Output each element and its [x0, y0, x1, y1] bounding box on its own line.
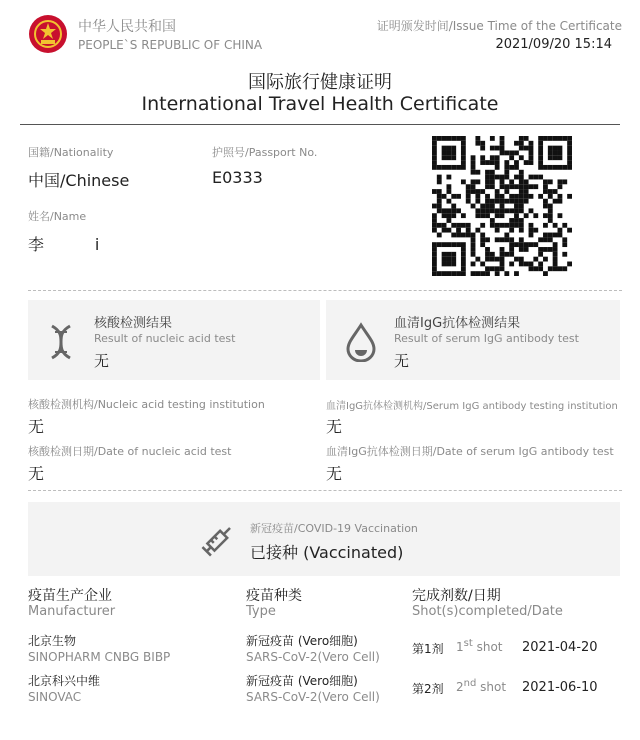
table-row	[0, 672, 640, 708]
vaccination-status: 已接种 (Vaccinated)	[250, 543, 404, 562]
serum-institution-label: 血清IgG抗体检测机构/Serum IgG antibody testing institution	[326, 401, 618, 412]
dose-cn: 第1剂	[412, 642, 444, 656]
name-label: 姓名/Name	[28, 210, 87, 223]
title-en: International Travel Health Certificate	[141, 93, 499, 115]
nucleic-date-label: 核酸检测日期/Date of nucleic acid test	[28, 445, 232, 458]
dose-word: shot	[476, 640, 503, 654]
serum-test-subtitle: Result of serum IgG antibody test	[394, 332, 579, 345]
dose-ordinal	[456, 638, 503, 654]
vaccine-type-en: SARS-CoV-2(Vero Cell)	[246, 650, 380, 664]
shot-header-en: Shot(s)completed/Date	[412, 604, 563, 619]
vaccine-type-cn: 新冠疫苗 (Vero细胞)	[246, 634, 358, 648]
dose-number: 2	[456, 680, 464, 694]
nucleic-test-value: 无	[94, 352, 110, 370]
nucleic-test-title: 核酸检测结果	[94, 316, 173, 331]
nucleic-institution-label: 核酸检测机构/Nucleic acid testing institution	[28, 398, 265, 411]
title-cn: 国际旅行健康证明	[248, 72, 392, 93]
nucleic-test-panel	[28, 300, 320, 380]
manufacturer-en: SINOVAC	[28, 690, 82, 704]
section-divider-2	[28, 490, 622, 491]
dose-date: 2021-06-10	[522, 680, 598, 695]
serum-test-value: 无	[394, 352, 410, 370]
table-row	[0, 632, 640, 668]
manufacturer-en: SINOPHARM CNBG BIBP	[28, 650, 171, 664]
vaccination-label: 新冠疫苗/COVID-19 Vaccination	[250, 522, 418, 535]
dose-number: 1	[456, 640, 464, 654]
dose-cn: 第2剂	[412, 682, 444, 696]
type-header-cn: 疫苗种类	[246, 588, 302, 604]
country-name-cn: 中华人民共和国	[78, 19, 176, 35]
manufacturer-header-en: Manufacturer	[28, 604, 116, 619]
nucleic-institution-value: 无	[28, 417, 45, 436]
vaccination-panel	[28, 502, 620, 576]
issue-time-label: 证明颁发时间/Issue Time of the Certificate	[376, 19, 622, 33]
national-emblem-icon	[28, 14, 68, 54]
dose-word: shot	[480, 680, 507, 694]
serum-date-label: 血清IgG抗体检测日期/Date of serum IgG antibody test	[326, 445, 614, 458]
syringe-icon	[198, 520, 238, 560]
manufacturer-cn: 北京生物	[28, 634, 77, 648]
title-divider	[20, 124, 620, 125]
manufacturer-header-cn: 疫苗生产企业	[28, 588, 112, 604]
manufacturer-cn: 北京科兴中维	[28, 674, 101, 688]
serum-institution-value: 无	[326, 417, 343, 436]
shot-header-cn: 完成剂数/日期	[412, 588, 501, 604]
serum-date-value: 无	[326, 464, 343, 483]
nationality-value: 中国/Chinese	[28, 171, 130, 190]
nationality-label: 国籍/Nationality	[28, 146, 114, 159]
issue-time-value: 2021/09/20 15:14	[495, 37, 612, 52]
vaccine-type-cn: 新冠疫苗 (Vero细胞)	[246, 674, 358, 688]
dose-suffix: st	[463, 638, 473, 649]
section-divider-1	[28, 290, 622, 291]
dose-date: 2021-04-20	[522, 640, 598, 655]
vaccine-type-en: SARS-CoV-2(Vero Cell)	[246, 690, 380, 704]
passport-label: 护照号/Passport No.	[212, 146, 318, 159]
type-header-en: Type	[246, 604, 276, 619]
dose-suffix: nd	[463, 678, 477, 689]
serum-test-panel	[326, 300, 620, 380]
qr-code	[432, 136, 572, 276]
name-value: 李 i	[28, 235, 100, 254]
nucleic-date-value: 无	[28, 464, 45, 483]
nucleic-test-subtitle: Result of nucleic acid test	[94, 332, 236, 345]
passport-value: E0333	[212, 168, 263, 187]
drop-icon	[344, 322, 378, 362]
dna-icon	[44, 322, 78, 362]
country-name-en: PEOPLE`S REPUBLIC OF CHINA	[78, 38, 263, 52]
dose-ordinal	[456, 678, 506, 694]
serum-test-title: 血清IgG抗体检测结果	[394, 316, 521, 331]
